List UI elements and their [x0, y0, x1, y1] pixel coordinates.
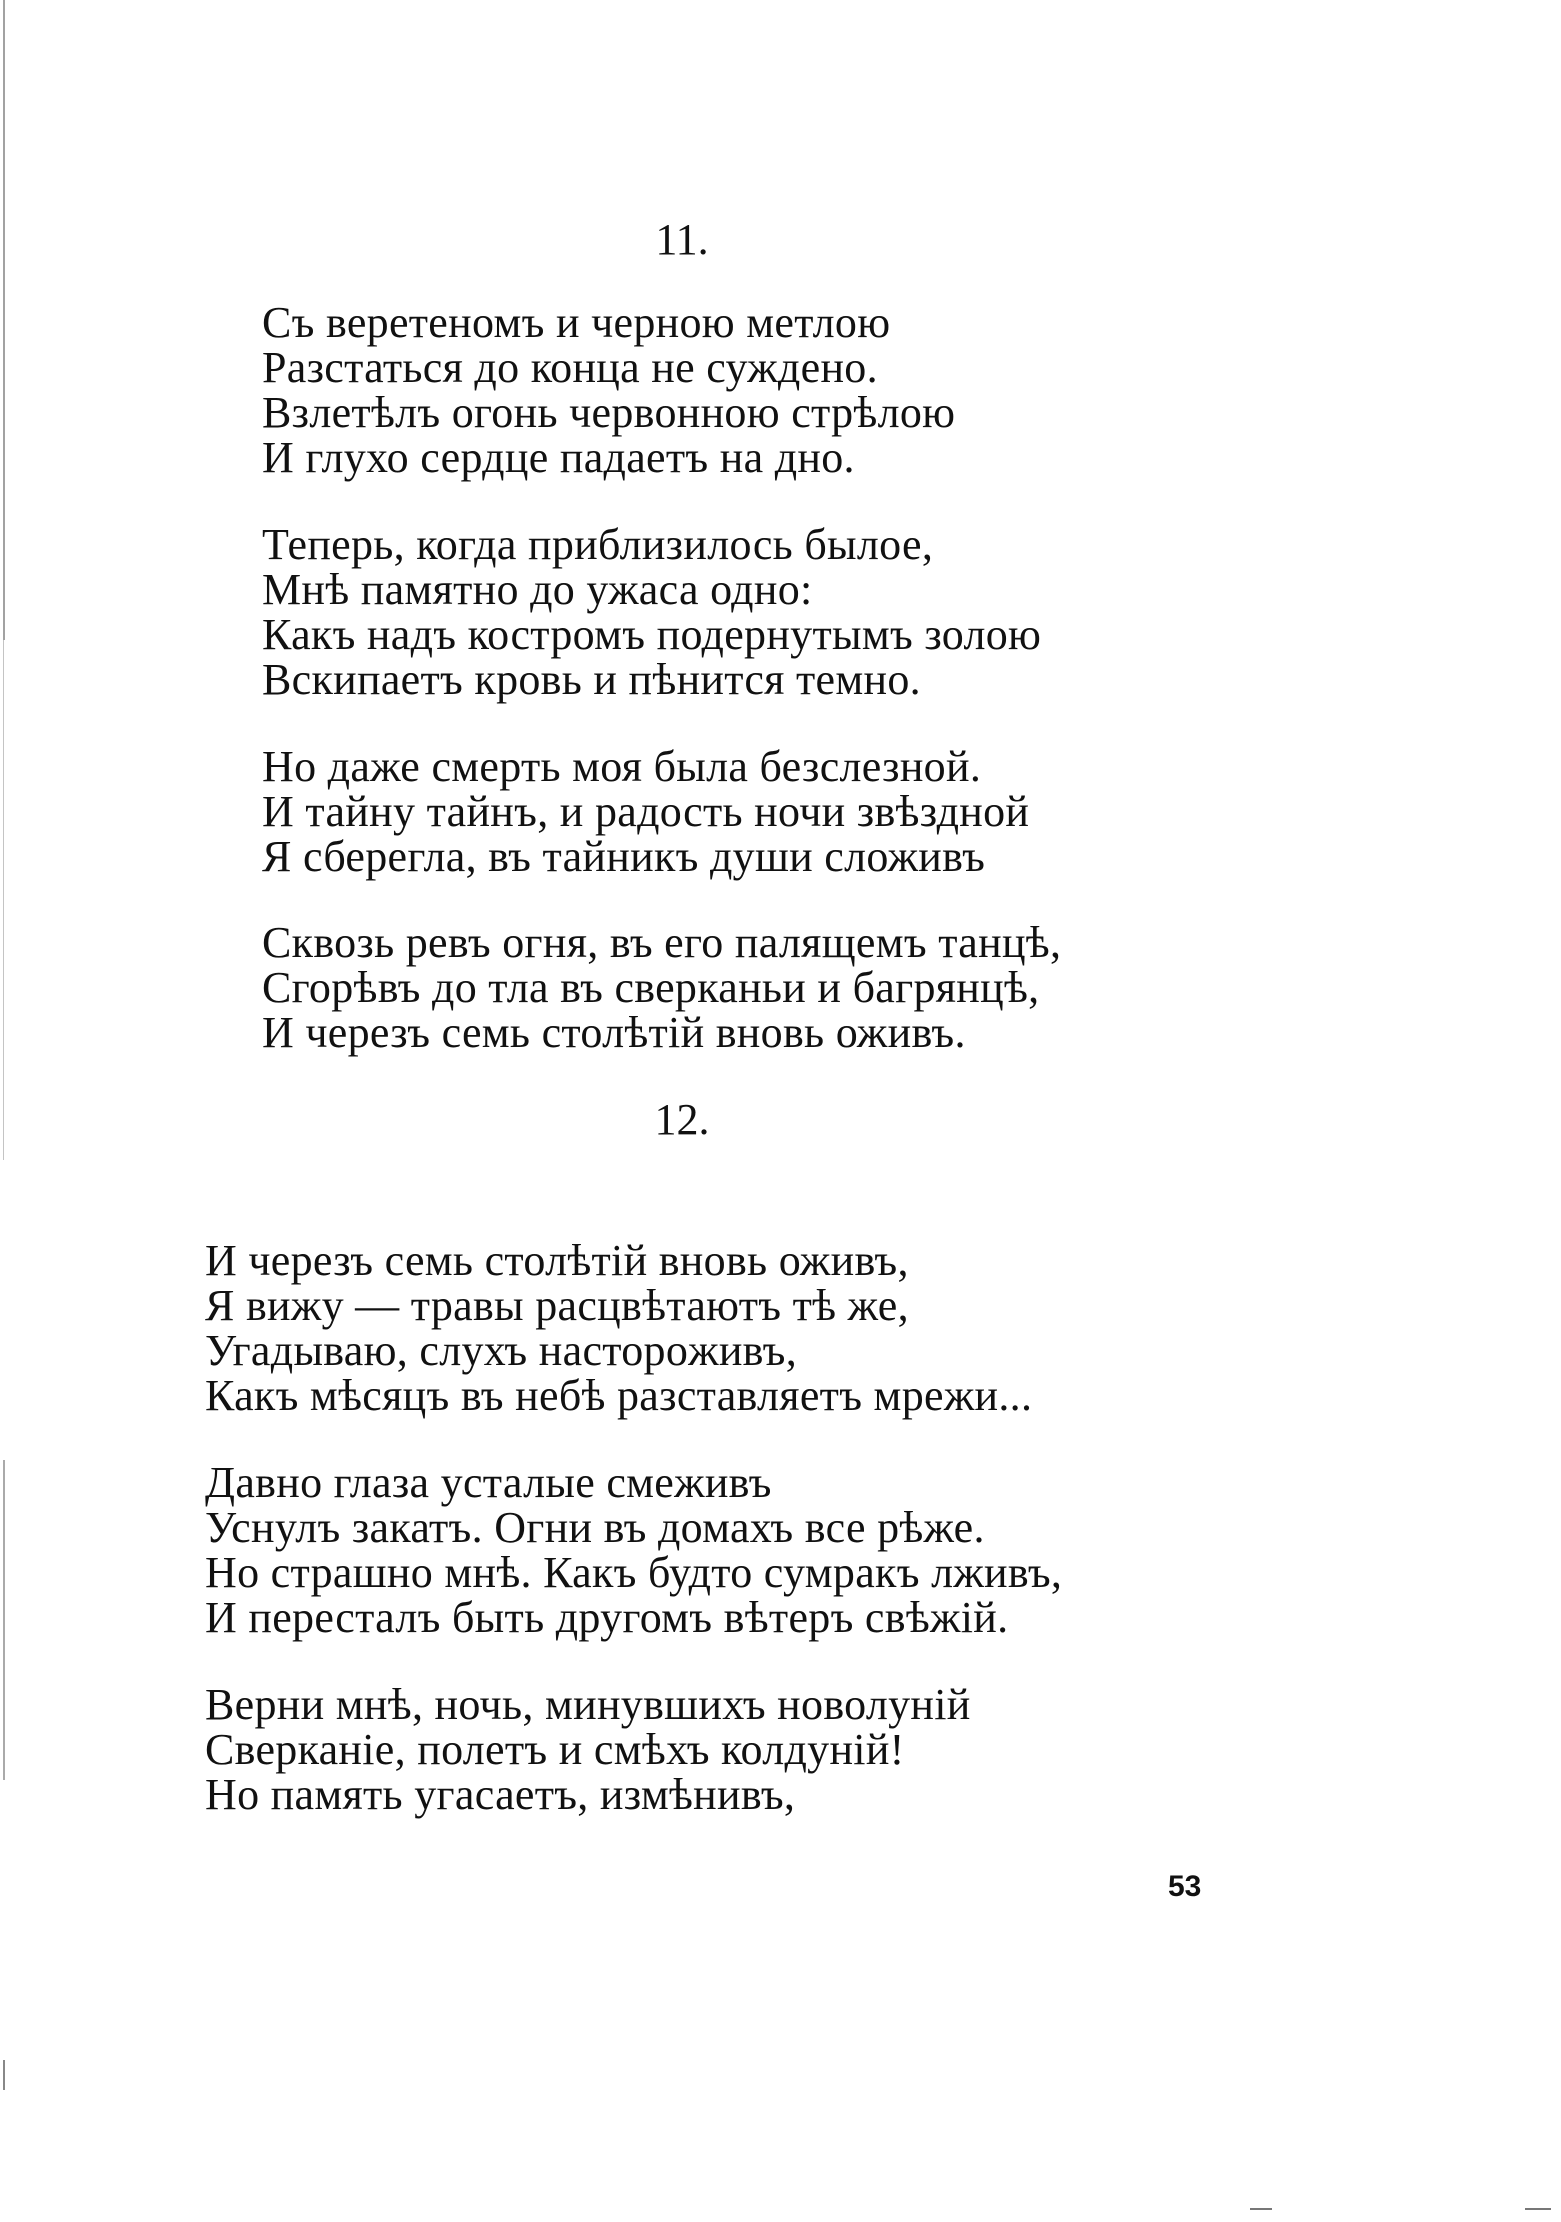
- verse-line: Давно глаза усталые смеживъ: [205, 1458, 772, 1507]
- verse-line: Мнѣ памятно до ужаса одно:: [262, 565, 813, 614]
- verse-line: И пересталъ быть другомъ вѣтеръ свѣжій.: [205, 1593, 1009, 1642]
- verse-line: Угадываю, слухъ насторoживъ,: [205, 1326, 798, 1375]
- verse-line: Какъ надъ костромъ подернутымъ золою: [262, 610, 1042, 659]
- verse-line: И тайну тайнъ, и радость ночи звѣздной: [262, 787, 1030, 836]
- verse-line: И черезъ семь столѣтій вновь оживъ,: [205, 1236, 909, 1285]
- verse-line: Я сберегла, въ тайникъ души сложивъ: [262, 832, 986, 881]
- verse-line: И черезъ семь столѣтій вновь оживъ.: [262, 1008, 966, 1057]
- scan-edge-artifact: [3, 1460, 5, 1780]
- stanza: [205, 1238, 1032, 1418]
- verse-line: Съ веретеномъ и черною метлою: [262, 298, 891, 347]
- stanza: [205, 1682, 971, 1817]
- verse-line: Разстаться до конца не суждено.: [262, 343, 878, 392]
- stanza: [262, 744, 1029, 879]
- scan-edge-artifact: [3, 0, 5, 640]
- stanza: [262, 522, 1041, 702]
- verse-line: Я вижу — травы расцвѣтаютъ тѣ же,: [205, 1281, 909, 1330]
- poem-number: 12.: [654, 1095, 710, 1144]
- verse-line: Но страшно мнѣ. Какъ будто сумракъ лживъ,: [205, 1548, 1063, 1597]
- scan-bottom-artifact: [1525, 2208, 1551, 2210]
- verse-line: Вскипаетъ кровь и пѣнится темно.: [262, 655, 921, 704]
- stanza: [262, 920, 1061, 1055]
- poem-number: 11.: [655, 215, 709, 264]
- verse-line: Взлетѣлъ огонь червонною стрѣлою: [262, 388, 956, 437]
- verse-line: Но память угасаетъ, измѣнивъ,: [205, 1770, 796, 1819]
- verse-line: Уснулъ закатъ. Огни въ домахъ все рѣже.: [205, 1503, 985, 1552]
- verse-line: Сгорѣвъ до тла въ сверканьи и багрянцѣ,: [262, 963, 1040, 1012]
- verse-line: Сквозь ревъ огня, въ его палящемъ танцѣ,: [262, 918, 1062, 967]
- verse-line: Какъ мѣсяцъ въ небѣ разставляетъ мрежи...: [205, 1371, 1033, 1420]
- verse-line: Сверканіе, полетъ и смѣхъ колдуній!: [205, 1725, 905, 1774]
- scan-edge-artifact: [3, 640, 4, 1160]
- verse-line: Теперь, когда приблизилось былое,: [262, 520, 934, 569]
- page-number: 53: [1168, 1870, 1202, 1903]
- verse-line: Верни мнѣ, ночь, минувшихъ новолуній: [205, 1680, 971, 1729]
- scan-bottom-artifact: [1250, 2208, 1272, 2210]
- stanza: [205, 1460, 1062, 1640]
- stanza: [262, 300, 955, 480]
- scan-edge-artifact: [3, 2060, 5, 2090]
- verse-line: И глухо сердце падаетъ на дно.: [262, 433, 855, 482]
- verse-line: Но даже смерть моя была безслезной.: [262, 742, 982, 791]
